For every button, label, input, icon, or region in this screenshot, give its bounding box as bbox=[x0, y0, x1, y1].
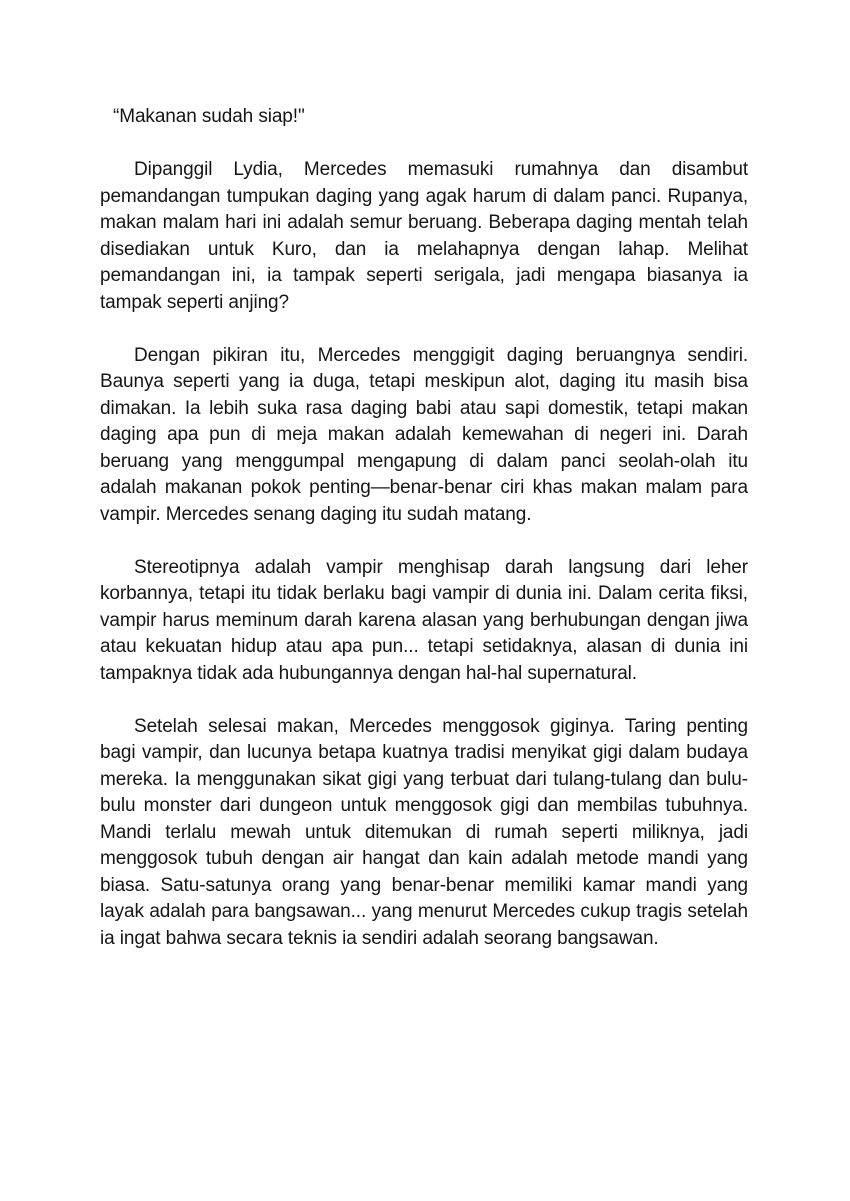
paragraph: Dengan pikiran itu, Mercedes menggigit daging beruangnya sendiri. Baunya seperti yang ia duga, tetapi meskipun alot, daging itu masih bisa dimakan. Ia lebih suka rasa daging babi atau sapi domestik, tetapi makan daging apa pun di meja makan adalah kemewahan di negeri ini. Darah beruang yang menggumpal mengapung di dalam panci seolah-olah itu adalah makanan pokok penting—benar-benar ciri khas makan malam para vampir. Mercedes senang daging itu sudah matang. bbox=[100, 344, 748, 525]
paragraph: Stereotipnya adalah vampir menghisap darah langsung dari leher korbannya, tetapi itu tidak berlaku bagi vampir di dunia ini. Dalam cerita fiksi, vampir harus meminum darah karena alasan yang berhubungan dengan jiwa atau kekuatan hidup atau apa pun... tetapi setidaknya, alasan di dunia ini tampaknya tidak ada hubungannya dengan hal-hal supernatural. bbox=[100, 556, 748, 684]
paragraph: Setelah selesai makan, Mercedes menggosok giginya. Taring penting bagi vampir, dan lucunya betapa kuatnya tradisi menyikat gigi dalam budaya mereka. Ia menggunakan sikat gigi yang terbuat dari tulang-tulang dan bulu-bulu monster dari dungeon untuk menggosok gigi dan membilas tubuhnya. Mandi terlalu mewah untuk ditemukan di rumah seperti miliknya, jadi menggosok tubuh dengan air hangat dan kain adalah metode mandi yang biasa. Satu-satunya orang yang benar-benar memiliki kamar mandi yang layak adalah para bangsawan... yang menurut Mercedes cukup tragis setelah ia ingat bahwa secara teknis ia sendiri adalah seorang bangsawan. bbox=[100, 715, 748, 949]
dialogue-line: “Makanan sudah siap!" bbox=[113, 106, 305, 127]
paragraph: Dipanggil Lydia, Mercedes memasuki rumahnya dan disambut pemandangan tumpukan daging yang agak harum di dalam panci. Rupanya, makan malam hari ini adalah semur beruang. Beberapa daging mentah telah disediakan untuk Kuro, dan ia melahapnya dengan lahap. Melihat pemandangan ini, ia tampak seperti serigala, jadi mengapa biasanya ia tampak seperti anjing? bbox=[100, 159, 748, 313]
